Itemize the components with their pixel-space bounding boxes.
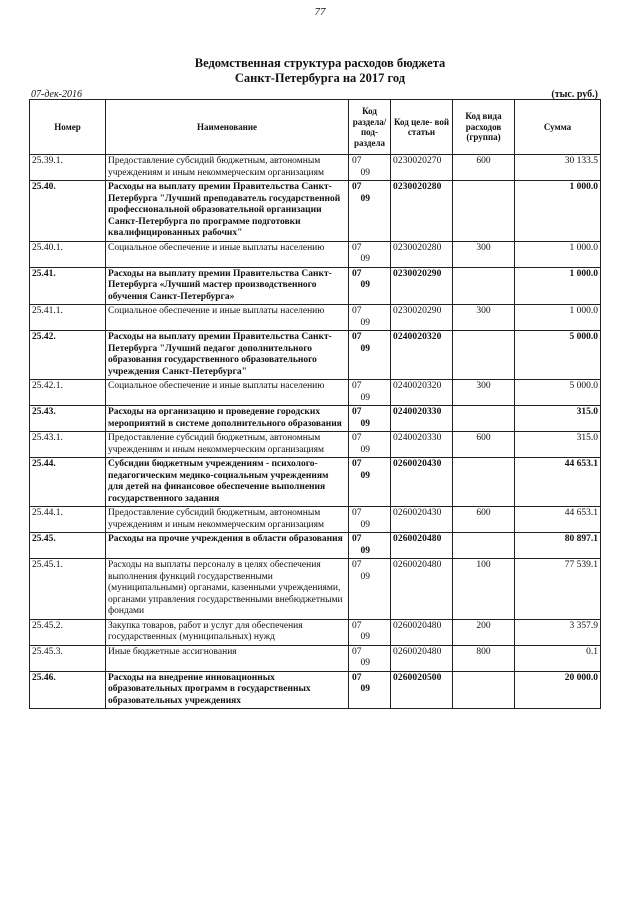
row-section-code (349, 155, 391, 181)
row-name: Социальное обеспечение и иные выплаты населению (106, 305, 349, 331)
row-razdel: 07 (352, 182, 362, 192)
row-number: 25.40.1. (30, 241, 106, 267)
row-podrazdel: 09 (360, 658, 370, 668)
row-name: Социальное обеспечение и иные выплаты населению (106, 380, 349, 406)
row-sum: 80 897.1 (515, 533, 601, 559)
table-row (30, 458, 601, 507)
row-podrazdel: 09 (360, 444, 370, 455)
table-row (30, 181, 601, 242)
row-section-code (349, 181, 391, 242)
table-row (30, 559, 601, 620)
row-razdel: 07 (352, 508, 362, 518)
row-podrazdel: 09 (360, 470, 370, 481)
row-sum: 3 357.9 (515, 619, 601, 645)
row-razdel: 07 (352, 646, 362, 657)
row-expense-type: 600 (453, 507, 515, 533)
document-title (0, 56, 640, 86)
row-number: 25.45.1. (30, 559, 106, 620)
row-name: Предоставление субсидий бюджетным, автономным учреждениям и иным некоммерческим организациям (106, 155, 349, 181)
row-section-code (349, 507, 391, 533)
row-podrazdel: 09 (360, 519, 370, 530)
table-row (30, 533, 601, 559)
row-expense-type: 300 (453, 305, 515, 331)
row-target-code: 0260020480 (391, 645, 453, 671)
row-razdel: 07 (352, 620, 362, 631)
row-name: Иные бюджетные ассигнования (106, 645, 349, 671)
row-razdel: 07 (352, 407, 362, 417)
row-name: Предоставление субсидий бюджетным, автономным учреждениям и иным некоммерческим организациям (106, 507, 349, 533)
row-target-code: 0260020480 (391, 559, 453, 620)
header-name: Наименование (106, 100, 349, 155)
row-number: 25.42. (30, 331, 106, 380)
header-number: Номер (30, 100, 106, 155)
row-section-code (349, 267, 391, 305)
row-section-code (349, 458, 391, 507)
row-name: Социальное обеспечение и иные выплаты населению (106, 241, 349, 267)
row-sum: 1 000.0 (515, 267, 601, 305)
header-target-code: Код целе- вой статьи (391, 100, 453, 155)
row-section-code (349, 305, 391, 331)
row-expense-type: 600 (453, 155, 515, 181)
row-target-code: 0260020430 (391, 507, 453, 533)
row-sum: 0.1 (515, 645, 601, 671)
table-row (30, 331, 601, 380)
row-sum: 1 000.0 (515, 241, 601, 267)
row-section-code (349, 380, 391, 406)
row-name: Расходы на прочие учреждения в области образования (106, 533, 349, 559)
row-podrazdel: 09 (360, 684, 370, 694)
row-podrazdel: 09 (360, 545, 370, 556)
row-target-code: 0260020480 (391, 619, 453, 645)
table-row (30, 267, 601, 305)
row-razdel: 07 (352, 534, 362, 544)
row-name: Закупка товаров, работ и услуг для обеспечения государственных (муниципальных) нужд (106, 619, 349, 645)
row-number: 25.44. (30, 458, 106, 507)
row-sum: 30 133.5 (515, 155, 601, 181)
row-target-code: 0230020280 (391, 181, 453, 242)
row-number: 25.45. (30, 533, 106, 559)
row-expense-type: 100 (453, 559, 515, 620)
row-section-code (349, 432, 391, 458)
row-podrazdel: 09 (360, 392, 370, 403)
row-expense-type: 300 (453, 241, 515, 267)
row-number: 25.45.3. (30, 645, 106, 671)
row-sum: 20 000.0 (515, 671, 601, 709)
row-name: Субсидии бюджетным учреждениям - психолого-педагогическим медико-социальным учреждениям для детей на финансовое обеспечение выполнения государственного задания (106, 458, 349, 507)
row-name: Расходы на организацию и проведение городских мероприятий в системе дополнительного образования (106, 406, 349, 432)
table-row (30, 619, 601, 645)
row-sum: 1 000.0 (515, 305, 601, 331)
row-podrazdel: 09 (360, 571, 370, 582)
row-razdel: 07 (352, 433, 362, 443)
row-section-code (349, 406, 391, 432)
row-number: 25.45.2. (30, 619, 106, 645)
row-name: Расходы на выплату премии Правительства Санкт-Петербурга «Лучший мастер производственного обучения Санкт-Петербурга» (106, 267, 349, 305)
row-target-code: 0230020290 (391, 305, 453, 331)
row-target-code: 0240020330 (391, 432, 453, 458)
row-sum: 44 653.1 (515, 507, 601, 533)
title-line-1: Ведомственная структура расходов бюджета (194, 56, 446, 70)
table-body (30, 155, 601, 709)
row-name: Расходы на выплату премии Правительства Санкт-Петербурга "Лучший педагог дополнительного образования государственного образовательного учреждения Санкт-Петербурга" (106, 331, 349, 380)
row-podrazdel: 09 (360, 280, 370, 290)
row-expense-type (453, 267, 515, 305)
row-number: 25.41. (30, 267, 106, 305)
row-razdel: 07 (352, 268, 362, 279)
row-razdel: 07 (352, 306, 362, 316)
row-target-code: 0260020480 (391, 533, 453, 559)
row-expense-type (453, 533, 515, 559)
document-date: 07-дек-2016 (31, 89, 82, 100)
row-podrazdel: 09 (360, 317, 370, 328)
row-razdel: 07 (352, 332, 362, 342)
row-expense-type (453, 458, 515, 507)
row-section-code (349, 645, 391, 671)
table-row (30, 432, 601, 458)
row-expense-type (453, 406, 515, 432)
row-number: 25.43. (30, 406, 106, 432)
row-number: 25.43.1. (30, 432, 106, 458)
page-number: 77 (314, 6, 326, 18)
table-header-row (30, 100, 601, 155)
row-razdel: 07 (352, 672, 362, 683)
table-row (30, 645, 601, 671)
row-section-code (349, 559, 391, 620)
row-podrazdel: 09 (360, 254, 370, 264)
row-target-code: 0260020500 (391, 671, 453, 709)
row-name: Расходы на выплаты персоналу в целях обеспечения выполнения функций государственными (муниципальными) органами, казенными учреждениями, органами управления государственными внебюджетными фондами (106, 559, 349, 620)
row-razdel: 07 (352, 156, 362, 166)
row-section-code (349, 241, 391, 267)
row-podrazdel: 09 (360, 343, 370, 354)
row-razdel: 07 (352, 242, 362, 253)
row-number: 25.41.1. (30, 305, 106, 331)
row-sum: 77 539.1 (515, 559, 601, 620)
row-podrazdel: 09 (360, 167, 370, 178)
row-expense-type (453, 671, 515, 709)
row-sum: 315.0 (515, 406, 601, 432)
row-section-code (349, 619, 391, 645)
row-sum: 1 000.0 (515, 181, 601, 242)
row-section-code (349, 533, 391, 559)
row-number: 25.44.1. (30, 507, 106, 533)
row-podrazdel: 09 (360, 418, 370, 429)
row-number: 25.42.1. (30, 380, 106, 406)
table-row (30, 380, 601, 406)
row-section-code (349, 671, 391, 709)
row-number: 25.46. (30, 671, 106, 709)
row-expense-type: 600 (453, 432, 515, 458)
row-section-code (349, 331, 391, 380)
header-expense-type-code: Код вида расходов (группа) (453, 100, 515, 155)
row-name: Расходы на выплату премии Правительства Санкт-Петербурга "Лучший преподаватель государственной профессиональной образовательной организации Санкт-Петербурга по программе подготовки квалифицированных рабочих" (106, 181, 349, 242)
row-expense-type (453, 331, 515, 380)
row-target-code: 0230020290 (391, 267, 453, 305)
row-sum: 44 653.1 (515, 458, 601, 507)
row-sum: 5 000.0 (515, 331, 601, 380)
table-row (30, 406, 601, 432)
row-name: Расходы на внедрение инновационных образовательных программ в государственных образовательных учреждениях (106, 671, 349, 709)
row-number: 25.39.1. (30, 155, 106, 181)
table-row (30, 241, 601, 267)
table-row (30, 507, 601, 533)
row-target-code: 0230020280 (391, 241, 453, 267)
row-expense-type: 300 (453, 380, 515, 406)
row-razdel: 07 (352, 560, 362, 570)
row-sum: 5 000.0 (515, 380, 601, 406)
header-section-code: Код раздела/ под- раздела (349, 100, 391, 155)
row-target-code: 0230020270 (391, 155, 453, 181)
table-row (30, 305, 601, 331)
budget-table (29, 99, 601, 709)
title-line-2: Санкт-Петербурга на 2017 год (234, 71, 406, 85)
row-expense-type: 800 (453, 645, 515, 671)
row-podrazdel: 09 (360, 193, 370, 204)
table-row (30, 671, 601, 709)
row-number: 25.40. (30, 181, 106, 242)
row-sum: 315.0 (515, 432, 601, 458)
row-expense-type: 200 (453, 619, 515, 645)
row-target-code: 0260020430 (391, 458, 453, 507)
header-sum: Сумма (515, 100, 601, 155)
row-expense-type (453, 181, 515, 242)
row-target-code: 0240020330 (391, 406, 453, 432)
row-target-code: 0240020320 (391, 380, 453, 406)
row-target-code: 0240020320 (391, 331, 453, 380)
row-podrazdel: 09 (360, 632, 370, 642)
row-name: Предоставление субсидий бюджетным, автономным учреждениям и иным некоммерческим организациям (106, 432, 349, 458)
units-label: (тыс. руб.) (551, 89, 598, 100)
table-row (30, 155, 601, 181)
row-razdel: 07 (352, 459, 362, 469)
row-razdel: 07 (352, 381, 362, 391)
